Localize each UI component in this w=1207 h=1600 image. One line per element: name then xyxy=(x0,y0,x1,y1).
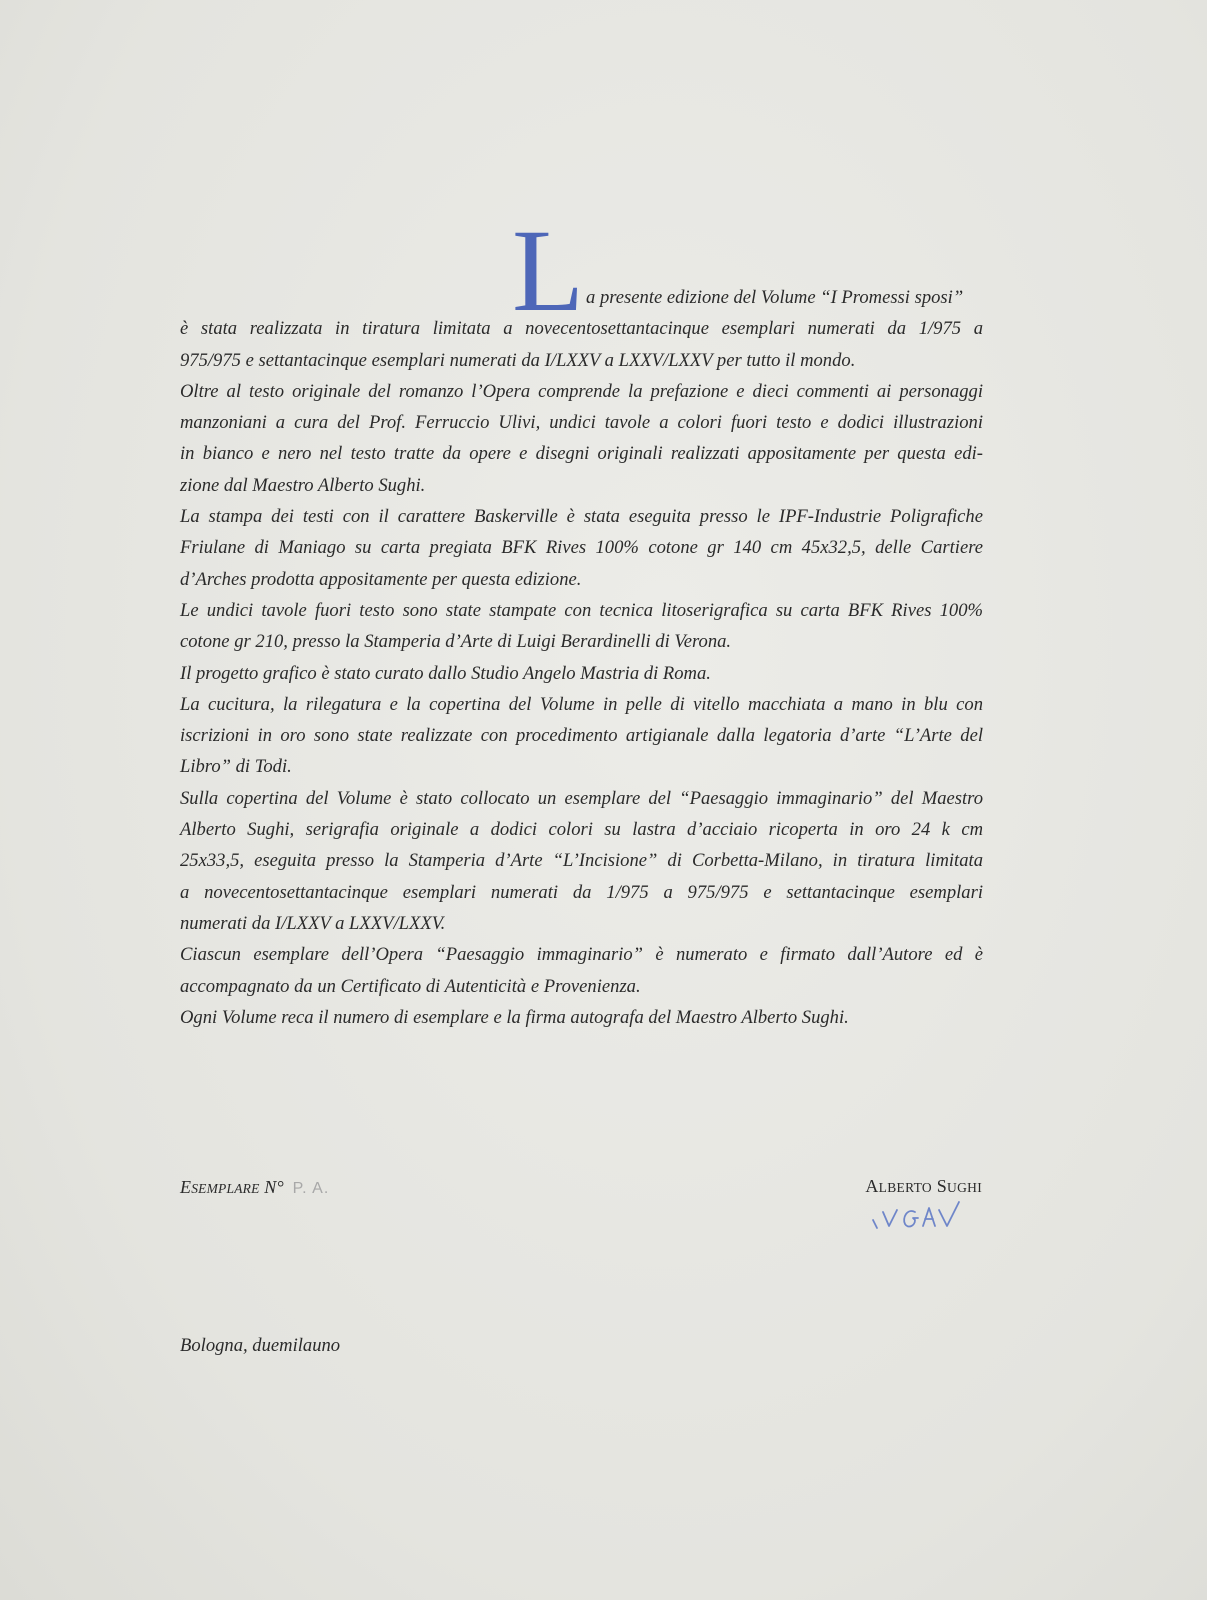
author-first-cap: A xyxy=(865,1176,879,1196)
colophon-line: Sulla copertina del Volume è stato collocato un esemplare del “Paesaggio immaginario” del Maestro xyxy=(180,787,983,809)
colophon-line: 25x33,5, eseguita presso la Stamperia d’Arte “L’Incisione” di Corbetta-Milano, in tiratura limitata xyxy=(180,850,983,872)
author-last-rest: UGHI xyxy=(947,1180,982,1195)
exemplar-number: P. A. xyxy=(292,1180,330,1197)
colophon-line: zione dal Maestro Alberto Sughi. xyxy=(180,474,426,496)
colophon-line: Oltre al testo originale del romanzo l’Opera comprende la prefazione e dieci commenti ai personaggi xyxy=(180,380,983,402)
colophon-line: cotone gr 210, presso la Stamperia d’Arte di Luigi Berardinelli di Verona. xyxy=(180,631,732,653)
colophon-line: d’Arches prodotta appositamente per questa edizione. xyxy=(180,568,582,590)
colophon-line: La cucitura, la rilegatura e la copertina del Volume in pelle di vitello macchiata a mano in blu con xyxy=(180,693,983,715)
colophon-line: La stampa dei testi con il carattere Baskerville è stata eseguita presso le IPF-Industrie Poligrafiche xyxy=(180,506,983,528)
exemplar-label-suffix: N° xyxy=(264,1177,284,1197)
colophon-line: Ciascun esemplare dell’Opera “Paesaggio immaginario” è numerato e firmato dall’Autore ed è xyxy=(180,944,983,966)
colophon-text xyxy=(180,282,983,1033)
colophon-line: Friulane di Maniago su carta pregiata BFK Rives 100% cotone gr 140 cm 45x32,5, delle Cartiere xyxy=(180,537,983,559)
exemplar-label-rest: SEMPLARE xyxy=(191,1181,260,1196)
author-last-cap: S xyxy=(936,1176,948,1196)
place-and-date: Bologna, duemilauno xyxy=(180,1335,341,1356)
colophon-line: numerati da I/LXXV a LXXV/LXXV. xyxy=(180,912,446,934)
colophon-line: Alberto Sughi, serigrafia originale a dodici colori su lastra d’acciaio ricoperta in oro 24 k cm xyxy=(180,819,983,841)
exemplar-label xyxy=(180,1177,329,1198)
author-first-rest: LBERTO xyxy=(878,1180,932,1195)
colophon-line: in bianco e nero nel testo tratte da opere e disegni originali realizzati appositamente per questa edi- xyxy=(180,443,983,465)
colophon-line: a presente edizione del Volume “I Promessi sposi” xyxy=(586,287,964,308)
author-name xyxy=(865,1176,982,1197)
colophon-line: iscrizioni in oro sono state realizzate con procedimento artigianale dalla legatoria d’arte “L’Arte del xyxy=(180,725,983,747)
colophon-line: è stata realizzata in tiratura limitata a novecentosettantacinque esemplari numerati da 1/975 a xyxy=(180,318,983,340)
colophon-line: a novecentosettantacinque esemplari numerati da 1/975 a 975/975 e settantacinque esemplari xyxy=(180,881,983,903)
colophon-line: accompagnato da un Certificato di Autenticità e Provenienza. xyxy=(180,975,641,997)
colophon-line: Le undici tavole fuori testo sono state stampate con tecnica litoserigrafica su carta BFK Rives 100% xyxy=(180,599,983,621)
colophon-line: 975/975 e settantacinque esemplari numerati da I/LXXV a LXXV/LXXV per tutto il mondo. xyxy=(180,349,856,371)
colophon-line: Libro” di Todi. xyxy=(180,756,292,778)
colophon-line: Ogni Volume reca il numero di esemplare e la firma autografa del Maestro Alberto Sughi. xyxy=(180,1006,849,1028)
exemplar-label-cap: E xyxy=(180,1177,192,1197)
colophon-line: manzoniani a cura del Prof. Ferruccio Ulivi, undici tavole a colori fuori testo e dodici illustrazioni xyxy=(180,412,983,434)
colophon-line: Il progetto grafico è stato curato dallo Studio Angelo Mastria di Roma. xyxy=(180,662,711,684)
handwritten-signature xyxy=(869,1198,979,1232)
drop-cap-letter: L xyxy=(512,205,585,336)
